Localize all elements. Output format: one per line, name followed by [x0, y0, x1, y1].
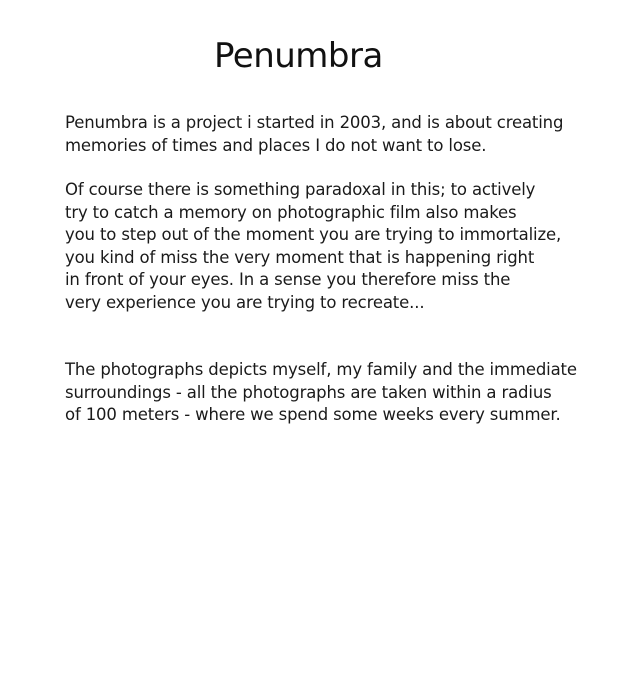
text-line: Of course there is something paradoxal in this; to actively [65, 180, 536, 199]
text-line: you to step out of the moment you are trying to immortalize, [65, 225, 562, 244]
text-line: very experience you are trying to recreate... [65, 292, 425, 312]
photographs-paragraph [65, 359, 605, 427]
text-line: you kind of miss the very moment that is happening right [65, 247, 535, 267]
intro-paragraph [65, 112, 605, 157]
text-line: The photographs depicts myself, my family and the immediate [65, 360, 577, 379]
text-line: of 100 meters - where we spend some weeks every summer. [65, 405, 561, 424]
text-line: try to catch a memory on photographic film also makes [65, 202, 517, 222]
paradox-paragraph [65, 179, 605, 314]
text-line: in front of your eyes. In a sense you therefore miss the [65, 270, 511, 289]
text-line: memories of times and places I do not want to lose. [65, 135, 487, 155]
body-text [65, 112, 605, 427]
text-line: Penumbra is a project i started in 2003, and is about creating [65, 113, 564, 132]
page-title: Penumbra [214, 36, 383, 76]
text-line: surroundings - all the photographs are taken within a radius [65, 382, 552, 402]
